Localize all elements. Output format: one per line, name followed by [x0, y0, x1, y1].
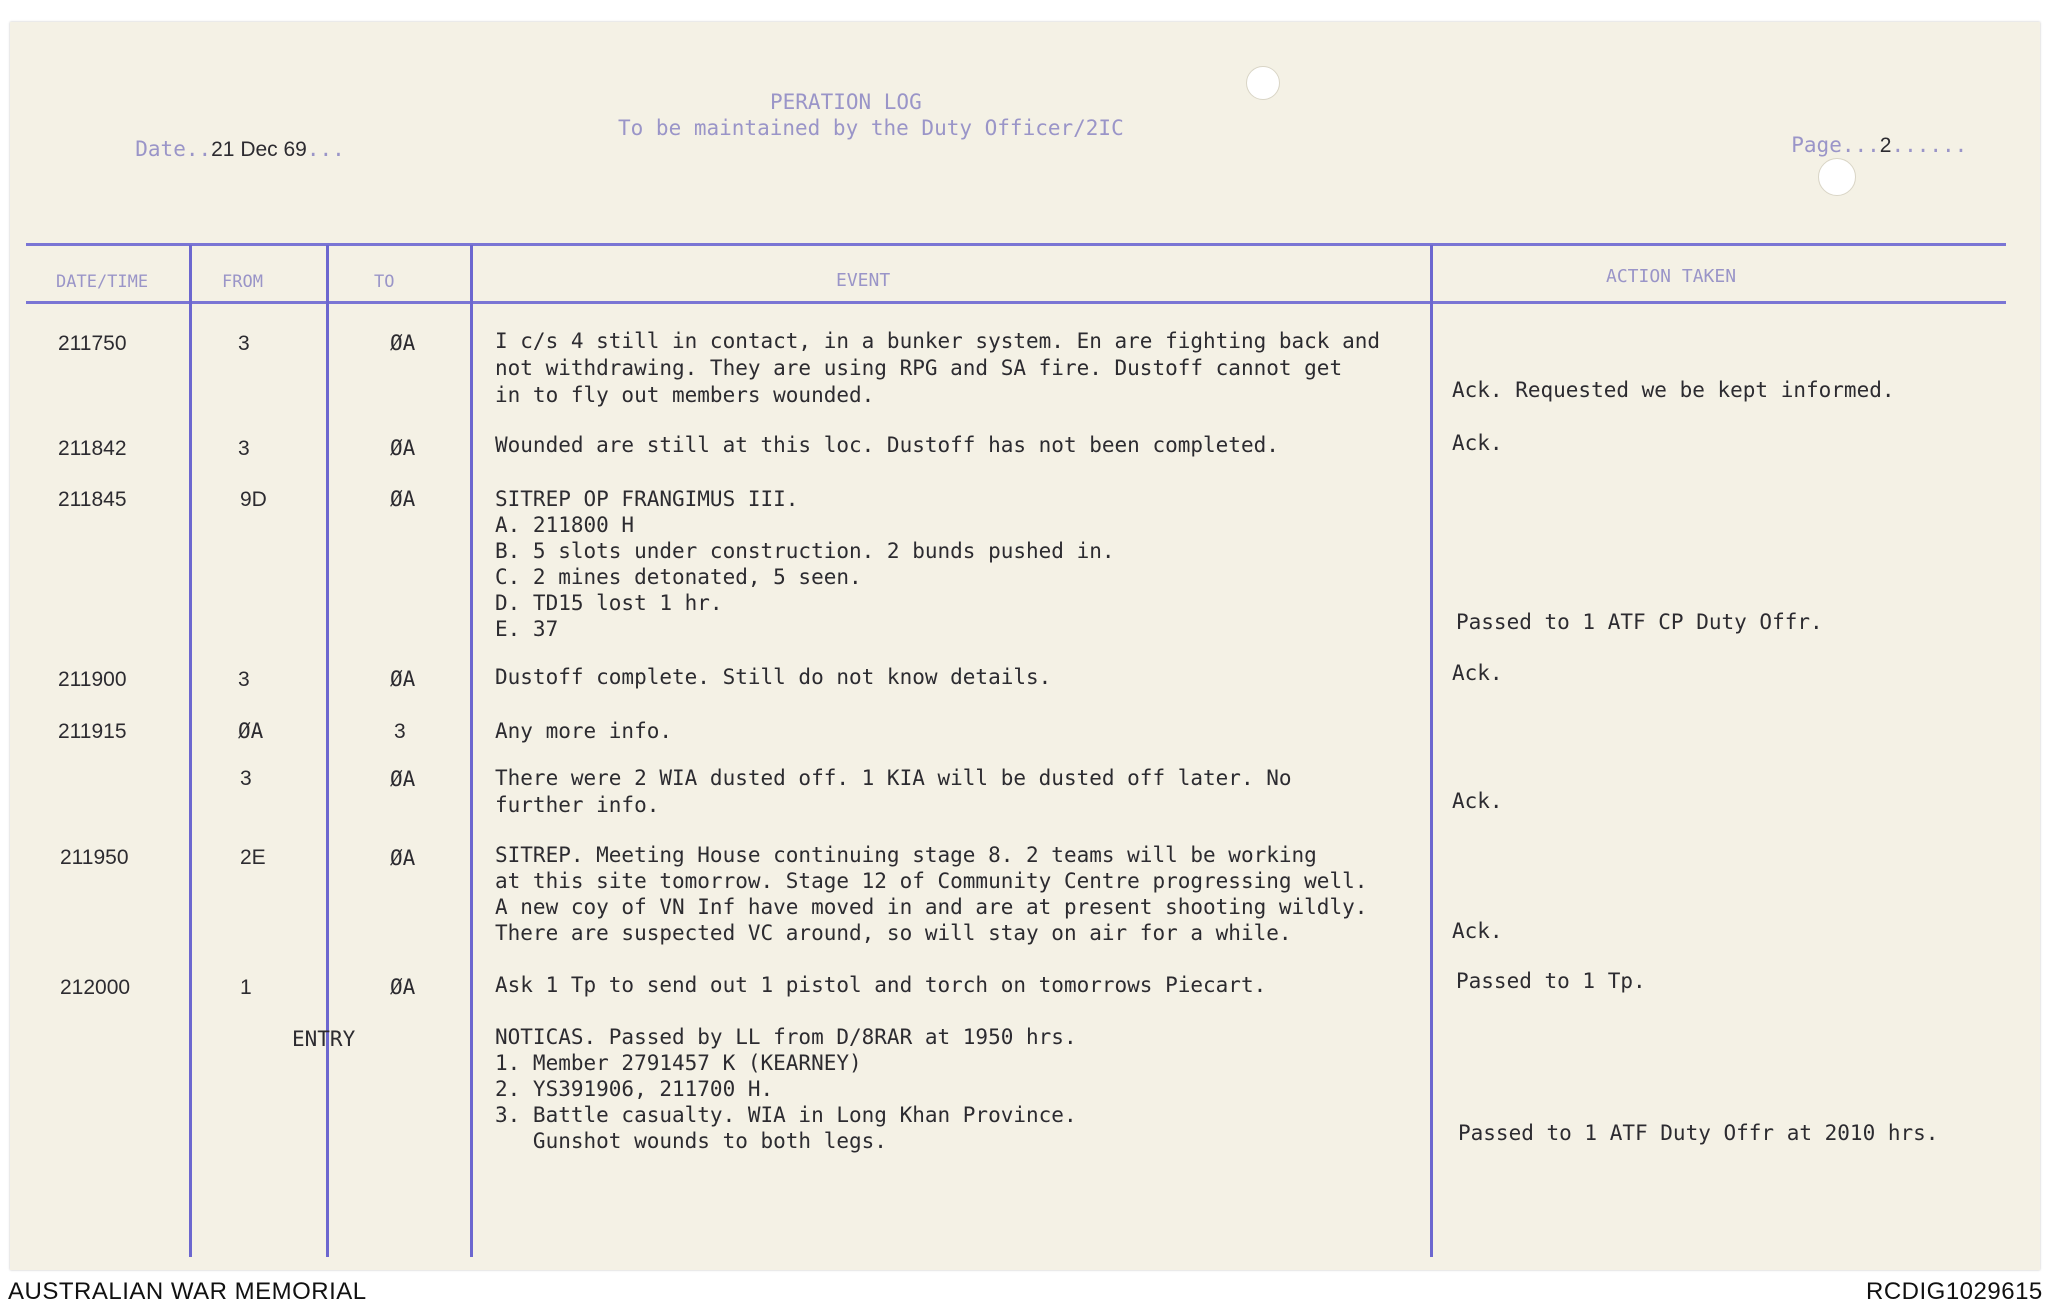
- event-line: There are suspected VC around, so will stay on air for a while.: [495, 921, 1292, 945]
- event-line: in to fly out members wounded.: [495, 383, 875, 407]
- row-from: 3: [238, 332, 250, 355]
- action-text: Passed to 1 ATF Duty Offr at 2010 hrs.: [1458, 1121, 1939, 1145]
- column-header-from: FROM: [222, 272, 263, 292]
- row-time: 211900: [58, 668, 127, 691]
- row-time: 211915: [58, 720, 127, 743]
- action-text: Ack.: [1452, 661, 1503, 685]
- row-time: 211842: [58, 437, 127, 460]
- row-from: 3: [238, 668, 250, 691]
- row-time: 211845: [58, 488, 127, 511]
- action-text: Ack.: [1452, 789, 1503, 813]
- row-time: 212000: [60, 976, 131, 999]
- punch-hole: [1246, 66, 1280, 100]
- event-line: B. 5 slots under construction. 2 bunds pushed in.: [495, 539, 1115, 563]
- column-header-event: EVENT: [836, 270, 891, 291]
- row-to: ØA: [390, 487, 416, 511]
- event-line: SITREP OP FRANGIMUS III.: [495, 487, 799, 511]
- action-text: Ack. Requested we be kept informed.: [1452, 378, 1895, 402]
- event-line: NOTICAS. Passed by LL from D/8RAR at 1950 hrs.: [495, 1025, 1077, 1049]
- column-header-datetime: DATE/TIME: [56, 272, 149, 292]
- event-line: Dustoff complete. Still do not know details.: [495, 665, 1052, 689]
- table-top-rule: [26, 243, 2006, 246]
- row-from: 3: [238, 437, 250, 460]
- event-line: D. TD15 lost 1 hr.: [495, 591, 723, 615]
- row-to: ØA: [390, 975, 416, 999]
- row-time: 211750: [58, 332, 127, 355]
- action-text: Ack.: [1452, 919, 1503, 943]
- event-line: C. 2 mines detonated, 5 seen.: [495, 565, 862, 589]
- event-line: at this site tomorrow. Stage 12 of Community Centre progressing well.: [495, 869, 1368, 893]
- action-text: Passed to 1 ATF CP Duty Offr.: [1456, 610, 1823, 634]
- event-line: SITREP. Meeting House continuing stage 8. 2 teams will be working: [495, 843, 1317, 867]
- date-label: Date..: [135, 137, 212, 161]
- row-from: 3: [240, 767, 252, 790]
- archive-credit: AUSTRALIAN WAR MEMORIAL: [8, 1278, 367, 1305]
- row-from: 9D: [240, 488, 267, 511]
- row-entry-note: ENTRY: [292, 1027, 356, 1051]
- column-divider: [326, 245, 329, 1257]
- event-line: There were 2 WIA dusted off. 1 KIA will be dusted off later. No: [495, 766, 1292, 790]
- date-dots: ...: [306, 137, 345, 161]
- page-field: [1772, 114, 1967, 158]
- row-to: ØA: [390, 767, 416, 791]
- event-line: E. 37: [495, 617, 559, 641]
- action-text: Ack.: [1452, 431, 1503, 455]
- page-label: Page...: [1791, 133, 1880, 157]
- column-divider: [1430, 245, 1433, 1257]
- row-to: ØA: [390, 331, 416, 355]
- event-line: 2. YS391906, 211700 H.: [495, 1077, 774, 1101]
- event-line: 1. Member 2791457 K (KEARNEY): [495, 1051, 862, 1075]
- column-header-action: ACTION TAKEN: [1606, 266, 1737, 287]
- row-time: 211950: [60, 846, 129, 869]
- event-line: Ask 1 Tp to send out 1 pistol and torch on tomorrows Piecart.: [495, 973, 1267, 997]
- date-field: [116, 118, 345, 162]
- row-from: ØA: [238, 719, 264, 743]
- page-number: 2: [1879, 134, 1892, 157]
- event-line: Any more info.: [495, 719, 673, 743]
- page-title: PERATION LOG: [770, 90, 922, 114]
- page-dots: ......: [1891, 133, 1968, 157]
- row-to: ØA: [390, 846, 416, 870]
- event-line: A. 211800 H: [495, 513, 635, 537]
- action-text: Passed to 1 Tp.: [1456, 969, 1646, 993]
- event-line: Gunshot wounds to both legs.: [495, 1129, 887, 1153]
- archive-reference: RCDIG1029615: [1866, 1278, 2043, 1305]
- document-sheet: [10, 22, 2040, 1270]
- header-bottom-rule: [26, 301, 2006, 304]
- row-to: 3: [394, 720, 406, 743]
- event-line: A new coy of VN Inf have moved in and are at present shooting wildly.: [495, 895, 1368, 919]
- event-line: 3. Battle casualty. WIA in Long Khan Province.: [495, 1103, 1077, 1127]
- row-to: ØA: [390, 667, 416, 691]
- event-line: not withdrawing. They are using RPG and SA fire. Dustoff cannot get: [495, 356, 1343, 380]
- row-to: ØA: [390, 436, 416, 460]
- event-line: I c/s 4 still in contact, in a bunker system. En are fighting back and: [495, 329, 1381, 353]
- row-from: 1: [240, 976, 252, 999]
- punch-hole: [1818, 158, 1856, 196]
- page-subtitle: To be maintained by the Duty Officer/2IC: [618, 116, 1124, 140]
- row-from: 2E: [240, 846, 266, 869]
- column-divider: [189, 245, 192, 1257]
- column-divider: [470, 245, 473, 1257]
- event-line: further info.: [495, 793, 660, 817]
- column-header-to: TO: [374, 272, 395, 292]
- date-value: 21 Dec 69: [211, 138, 307, 161]
- event-line: Wounded are still at this loc. Dustoff has not been completed.: [495, 433, 1279, 457]
